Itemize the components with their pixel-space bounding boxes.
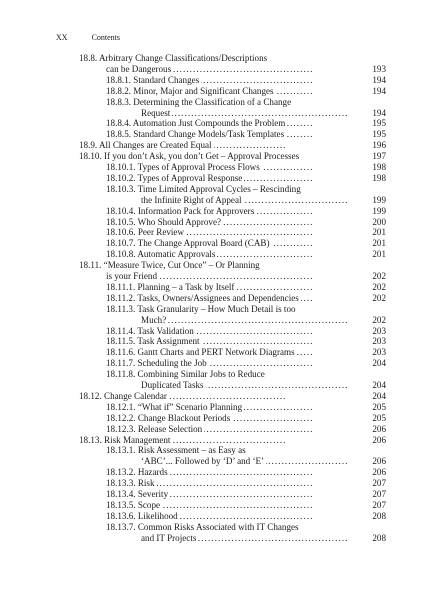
- toc-entry-page-number: 207: [372, 489, 386, 499]
- toc-entry-page-number: 202: [372, 292, 386, 303]
- toc-entry-page-number: 207: [372, 499, 386, 510]
- toc-entry-title: Duplicated Tasks: [141, 380, 204, 390]
- toc-entry-page-number: 194: [372, 107, 386, 118]
- toc-entry[interactable]: [0, 293, 441, 303]
- toc-entry-title: 18.11. “Measure Twice, Cut Once” – Or Planning: [79, 260, 260, 271]
- toc-entry-page-number: 196: [372, 140, 386, 151]
- toc-entry[interactable]: [0, 206, 441, 216]
- toc-entry[interactable]: [0, 271, 441, 281]
- toc-entry[interactable]: [0, 315, 441, 325]
- toc-entry-title: 18.10.1. Types of Approval Process Flows: [106, 162, 260, 172]
- toc-entry-title: 18.10.3. Time Limited Approval Cycles – Rescinding: [106, 183, 301, 194]
- toc-entry[interactable]: [0, 435, 441, 445]
- toc-entry-title: 18.12.2. Change Blackout Periods: [106, 412, 231, 423]
- toc-entry-page-number: 208: [372, 532, 386, 543]
- toc-entry-page-number: 206: [372, 434, 386, 445]
- toc-entry[interactable]: [0, 456, 441, 466]
- toc-entry-title: 18.8.3. Determining the Classification of a Change: [106, 96, 292, 107]
- toc-entry[interactable]: [0, 118, 441, 128]
- toc-entry-page-number: 201: [372, 227, 386, 238]
- toc-entry-title: 18.13.5. Scope: [106, 499, 161, 510]
- toc-entry-page-number: 197: [372, 151, 386, 162]
- toc-entry[interactable]: [0, 53, 441, 63]
- toc-entry-page-number: 199: [372, 205, 386, 216]
- toc-entry-page-number: 204: [372, 390, 386, 401]
- toc-entry-title: 18.8.2. Minor, Major and Significant Changes: [106, 85, 274, 96]
- toc-entry[interactable]: [0, 282, 441, 292]
- toc-entry-title: 18.9. All Changes are Created Equal: [79, 140, 212, 151]
- toc-entry-title: 18.10.5. Who Should Approve?: [106, 216, 222, 227]
- toc-entry-title: 18.11.1. Planning – a Task by Itself: [106, 281, 235, 292]
- toc-entry-title: 18.10.2. Types of Approval Response: [106, 172, 243, 183]
- toc-entry-page-number: 204: [372, 380, 386, 390]
- toc-entry[interactable]: [0, 380, 441, 390]
- toc-entry-title: 18.12.3. Release Selection: [106, 423, 203, 434]
- toc-entry-title: 18.13.3. Risk: [106, 478, 155, 489]
- toc-entry[interactable]: [0, 151, 441, 161]
- toc-entry-page-number: 202: [372, 314, 386, 325]
- toc-entry-title: 18.10.4. Information Pack for Approvers: [106, 205, 255, 216]
- toc-entry[interactable]: [0, 140, 441, 150]
- toc-entry-title: 18.11.4. Task Validation: [106, 325, 194, 336]
- toc-entry-page-number: 203: [372, 336, 386, 347]
- toc-entry[interactable]: [0, 304, 441, 314]
- header-title: Contents: [91, 33, 121, 42]
- toc-entry-page-number: 195: [372, 129, 386, 140]
- toc-entry[interactable]: [0, 173, 441, 183]
- toc-entry-page-number: 201: [372, 238, 386, 249]
- dot-leader: [141, 108, 350, 118]
- toc-entry-title: Much?: [141, 314, 167, 325]
- toc-entry[interactable]: [0, 358, 441, 368]
- toc-entry[interactable]: [0, 97, 441, 107]
- toc-entry[interactable]: [0, 369, 441, 379]
- toc-entry[interactable]: [0, 500, 441, 510]
- toc-entry[interactable]: [0, 347, 441, 357]
- toc-entry[interactable]: [0, 86, 441, 96]
- toc-entry-title: 18.10.6. Peer Review: [106, 227, 185, 238]
- toc-entry-page-number: 193: [372, 63, 386, 74]
- toc-entry-page-number: 205: [372, 412, 386, 423]
- toc-entry-page-number: 201: [372, 249, 386, 260]
- running-header: [56, 33, 120, 42]
- toc-entry-title: 18.11.8. Combining Similar Jobs to Reduce: [106, 369, 265, 380]
- toc-entry[interactable]: [0, 260, 441, 270]
- toc-entry[interactable]: [0, 238, 441, 248]
- toc-entry-title: 18.11.2. Tasks, Owners/Assignees and Dependencies: [106, 292, 299, 303]
- toc-entry-page-number: 206: [372, 467, 386, 478]
- toc-entry-page-number: 198: [372, 172, 386, 183]
- toc-entry-page-number: 204: [372, 358, 386, 369]
- toc-entry-title: Request: [141, 107, 171, 118]
- toc-entry-title: 18.13.7. Common Risks Associated with IT Changes: [106, 521, 299, 532]
- toc-entry[interactable]: [0, 489, 441, 499]
- toc-entry[interactable]: [0, 413, 441, 423]
- toc-entry-page-number: 202: [372, 281, 386, 292]
- toc-entry[interactable]: [0, 217, 441, 227]
- toc-entry-title: 18.8. Arbitrary Change Classifications/Descriptions: [79, 53, 268, 63]
- toc-entry-title: 18.13.4. Severity: [106, 489, 169, 499]
- toc-entry-title: and IT Projects: [141, 532, 197, 543]
- toc-entry[interactable]: [0, 467, 441, 477]
- toc-entry-title: 18.12. Change Calendar: [79, 390, 167, 401]
- toc-entry-title: 18.13. Risk Management: [79, 434, 171, 445]
- toc-entry[interactable]: [0, 478, 441, 488]
- toc-entry-title: 18.8.4. Automation Just Compounds the Problem: [106, 118, 286, 129]
- toc-entry-page-number: 195: [372, 118, 386, 129]
- toc-entry-page-number: 207: [372, 478, 386, 489]
- toc-entry-title: 18.12.1. “What if” Scenario Planning: [106, 401, 243, 412]
- toc-entry[interactable]: [0, 129, 441, 139]
- toc-entry-title: 18.11.5. Task Assignment: [106, 336, 200, 347]
- toc-entry-page-number: 194: [372, 74, 386, 85]
- toc-entry[interactable]: [0, 249, 441, 259]
- toc-entry-page-number: 200: [372, 216, 386, 227]
- toc-entry[interactable]: [0, 162, 441, 172]
- toc-entry-title: 18.8.1. Standard Changes: [106, 74, 200, 85]
- toc-entry-page-number: 202: [372, 271, 386, 281]
- toc-entry[interactable]: [0, 108, 441, 118]
- toc-entry-title: 18.10.7. The Change Approval Board (CAB): [106, 238, 270, 249]
- toc-entry-page-number: 203: [372, 325, 386, 336]
- toc-entry[interactable]: [0, 64, 441, 74]
- toc-entry[interactable]: [0, 227, 441, 237]
- toc-entry-title: 18.11.6. Gantt Charts and PERT Network Diagrams: [106, 347, 295, 358]
- toc-entry-title: 18.10.8. Automatic Approvals: [106, 249, 216, 260]
- toc-entry-page-number: 206: [372, 456, 386, 467]
- toc-entry[interactable]: [0, 75, 441, 85]
- header-page-number: XX: [56, 33, 68, 42]
- toc-entry-page-number: 199: [372, 194, 386, 205]
- dot-leader: [141, 315, 350, 325]
- toc-entry[interactable]: [0, 391, 441, 401]
- toc-entry[interactable]: [0, 511, 441, 521]
- toc-entry[interactable]: [0, 522, 441, 532]
- toc-entry[interactable]: [0, 326, 441, 336]
- toc-entry-page-number: 194: [372, 85, 386, 96]
- toc-entry-title: 18.11.7. Scheduling the Job: [106, 358, 207, 369]
- toc-entry-title: 18.10. If you don’t Ask, you don’t Get – Approval Processes: [79, 151, 300, 162]
- toc-entry-page-number: 206: [372, 423, 386, 434]
- toc-entry[interactable]: [0, 424, 441, 434]
- toc-entry[interactable]: [0, 533, 441, 543]
- toc-entry-page-number: 208: [372, 510, 386, 521]
- toc-entry-page-number: 205: [372, 401, 386, 412]
- toc-entry-title: ‘ABC’... Followed by ‘D’ and ‘E’: [141, 456, 265, 467]
- toc-entry[interactable]: [0, 336, 441, 346]
- toc-entry-page-number: 198: [372, 162, 386, 172]
- toc-entry-title: can be Dangerous: [106, 63, 172, 74]
- toc-entry[interactable]: [0, 402, 441, 412]
- toc-entry[interactable]: [0, 445, 441, 455]
- toc-entry[interactable]: [0, 184, 441, 194]
- toc-entry-title: 18.13.2. Hazards: [106, 467, 168, 478]
- toc-entry-title: the Infinite Right of Appeal: [141, 194, 242, 205]
- toc-entry-page-number: 203: [372, 347, 386, 358]
- toc-entry-title: 18.13.6. Likelihood: [106, 510, 178, 521]
- toc-entry-title: 18.13.1. Risk Assessment – as Easy as: [106, 445, 246, 456]
- toc-entry-title: 18.8.5. Standard Change Models/Task Templates: [106, 129, 285, 140]
- toc-entry[interactable]: [0, 195, 441, 205]
- toc-entry-title: is your Friend: [106, 271, 158, 281]
- toc-entry-title: 18.11.3. Task Granularity – How Much Detail is too: [106, 303, 296, 314]
